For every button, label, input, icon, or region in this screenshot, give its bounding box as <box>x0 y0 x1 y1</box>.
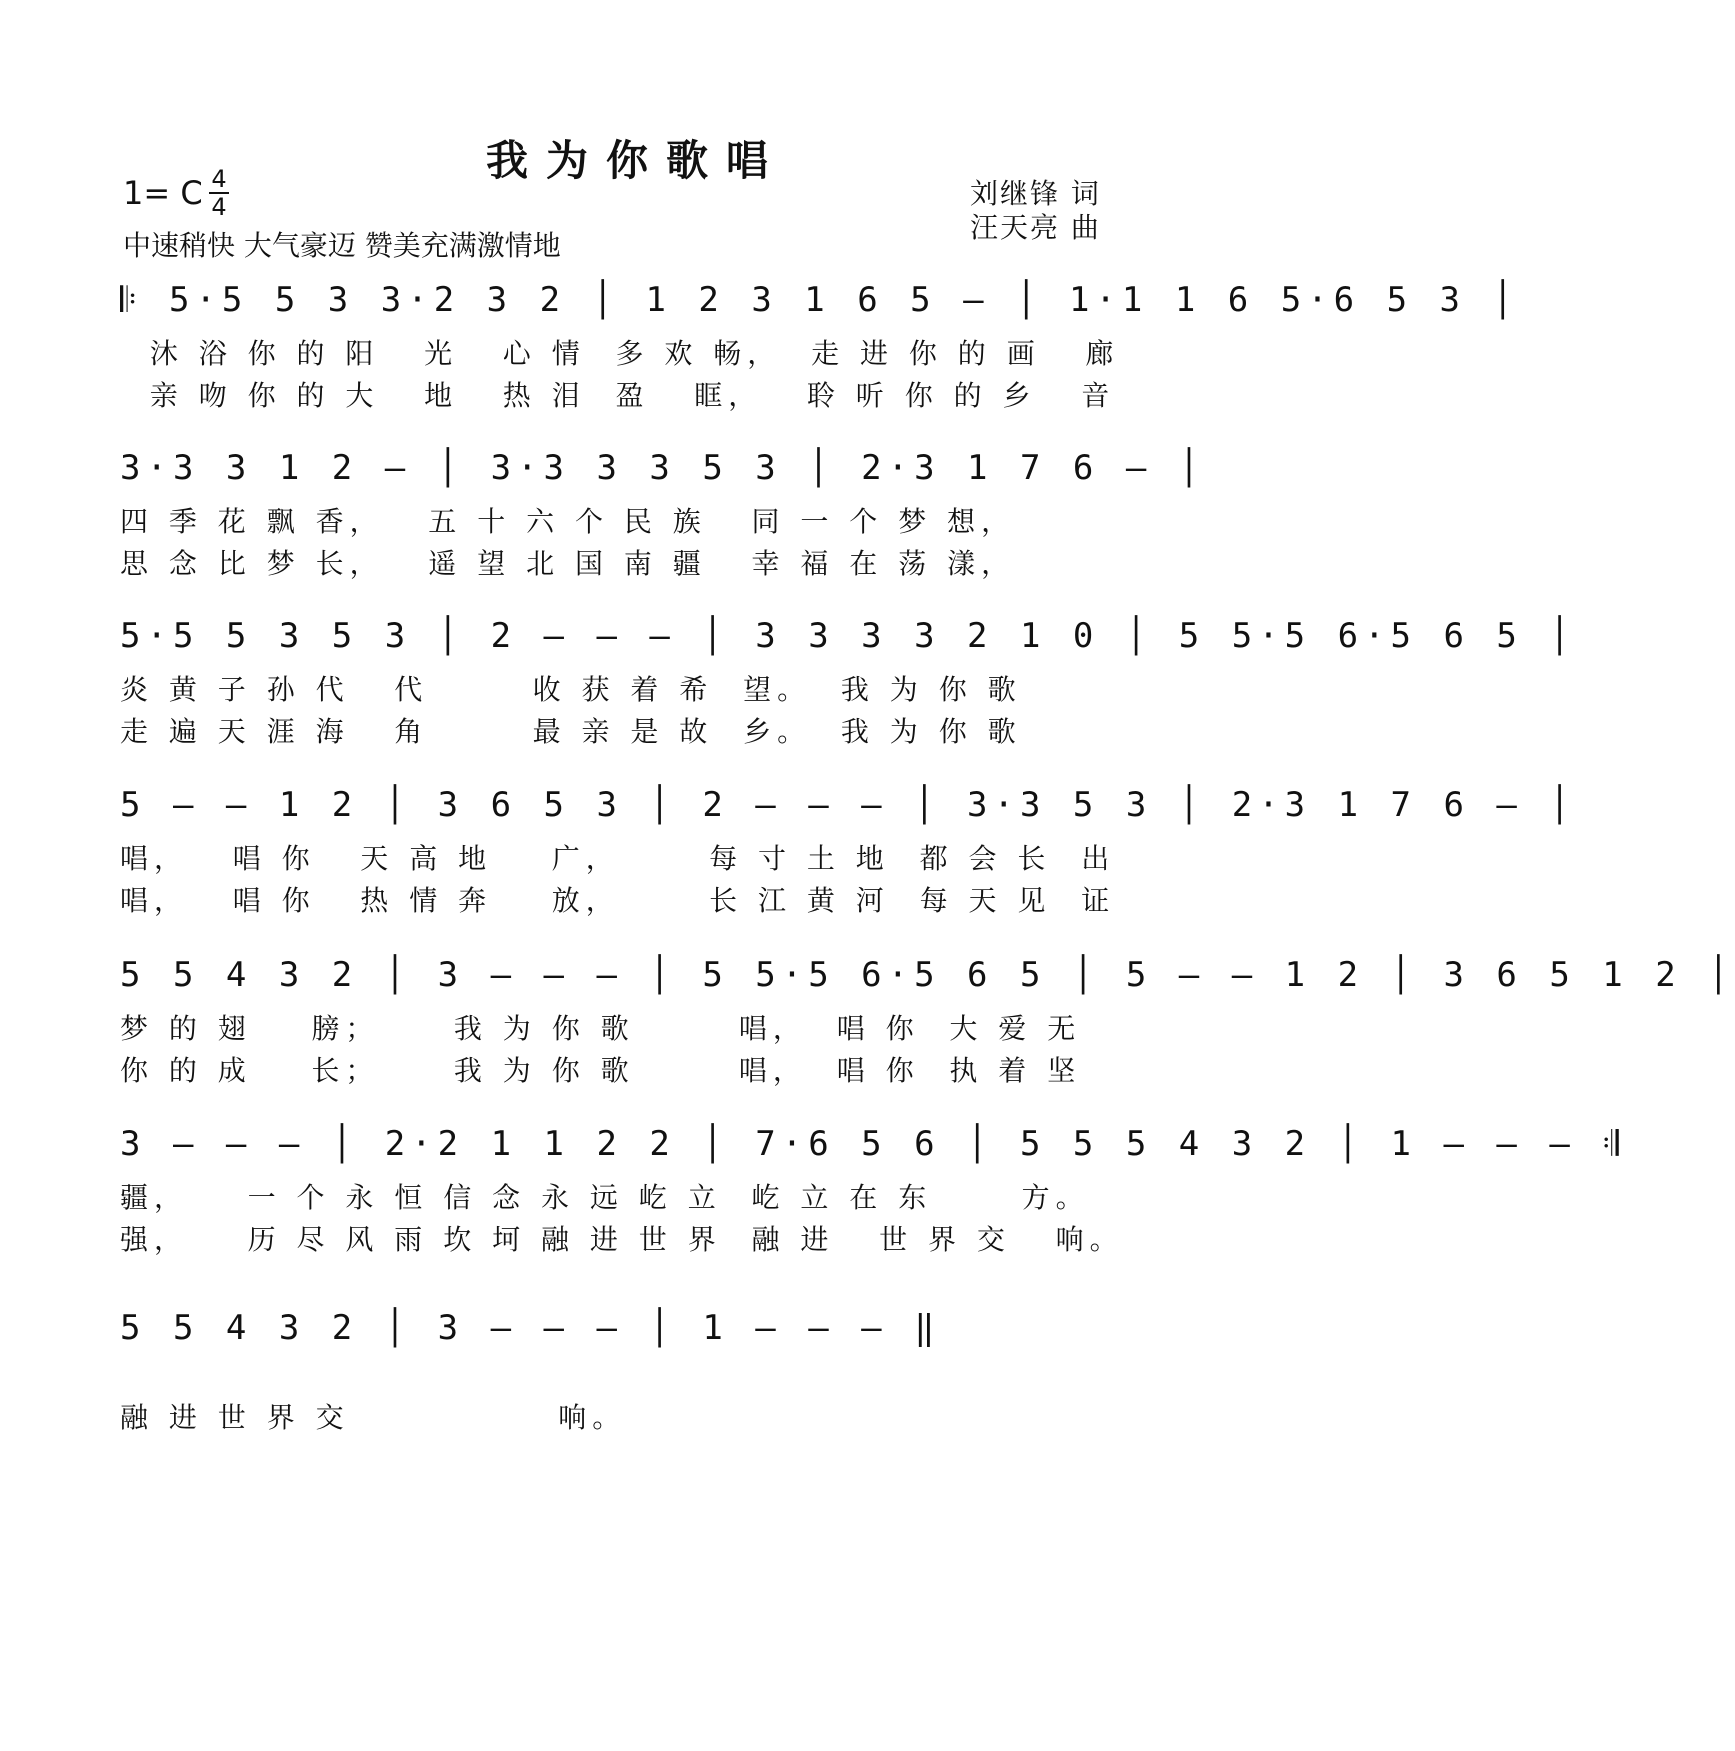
lyrics-verse-2: 唱， 唱 你 热 情 奔 放， 长 江 黄 河 每 天 见 证 <box>120 884 1116 917</box>
lyrics-verse-1: 梦 的 翅 膀； 我 为 你 歌 唱， 唱 你 大 爱 无 <box>120 1012 1082 1045</box>
score-system-2 <box>120 448 1206 588</box>
composer-credit: 汪天亮 曲 <box>970 211 1101 244</box>
time-signature-top: 4 <box>211 165 227 193</box>
lyrics-verse-2: 亲 吻 你 的 大 地 热 泪 盈 眶， 聆 听 你 的 乡 音 <box>120 379 1116 412</box>
score-system-3 <box>120 616 1576 756</box>
lyrics-verse-1: 唱， 唱 你 天 高 地 广， 每 寸 土 地 都 会 长 出 <box>120 842 1116 875</box>
score-system-5 <box>120 955 1735 1095</box>
lyrics-verse-1: 沐 浴 你 的 阳 光 心 情 多 欢 畅， 走 进 你 的 画 廊 <box>120 337 1120 370</box>
score-system-6 <box>120 1124 1625 1264</box>
lyrics-verse-1: 四 季 花 飘 香， 五 十 六 个 民 族 同 一 个 梦 想， <box>120 505 1016 538</box>
lyricist-credit: 刘继锋 词 <box>970 177 1101 210</box>
lyrics-verse-1: 炎 黄 子 孙 代 代 收 获 着 希 望。 我 为 你 歌 <box>120 673 1022 706</box>
score-system-1 <box>120 280 1519 420</box>
lyrics-verse-2: 思 念 比 梦 长， 遥 望 北 国 南 疆 幸 福 在 荡 漾， <box>120 547 1016 580</box>
notes-line: 𝄆 5·5 5 3 3·2 3 2 │ 1 2 3 1 6 5 – │ 1·1 1 6 5·6 5 3 │ <box>120 280 1519 320</box>
score-system-7 <box>120 1308 1120 1448</box>
notes-line: 3 – – – │ 2·2 1 1 2 2 │ 7·6 5 6 │ 5 5 5 4 3 2 │ 1 – – – 𝄇 <box>120 1124 1625 1164</box>
notes-line: 5 – – 1 2 │ 3 6 5 3 │ 2 – – – │ 3·3 5 3 │ 2·3 1 7 6 – │ <box>120 785 1576 825</box>
notes-line: 5·5 5 3 5 3 │ 2 – – – │ 3 3 3 3 2 1 0 │ 5 5·5 6·5 6 5 │ <box>120 616 1576 656</box>
lyrics-verse-1: 融 进 世 界 交 响。 <box>120 1401 627 1434</box>
key-signature: 1= C <box>123 174 203 212</box>
time-signature-bottom: 4 <box>211 193 227 221</box>
song-title: 我为你歌唱 <box>485 136 786 185</box>
notes-line: 3·3 3 1 2 – │ 3·3 3 3 5 3 │ 2·3 1 7 6 – │ <box>120 448 1206 488</box>
lyrics-verse-2: 强， 历 尽 风 雨 坎 坷 融 进 世 界 融 进 世 界 交 响。 <box>120 1223 1124 1256</box>
time-signature <box>207 166 231 220</box>
notes-line: 5 5 4 3 2 │ 3 – – – │ 1 – – – ‖ <box>120 1308 941 1348</box>
lyrics-verse-2: 你 的 成 长； 我 为 你 歌 唱， 唱 你 执 着 坚 <box>120 1054 1082 1087</box>
lyrics-verse-2: 走 遍 天 涯 海 角 最 亲 是 故 乡。 我 为 你 歌 <box>120 715 1022 748</box>
tempo-marking: 中速稍快 大气豪迈 赞美充满激情地 <box>123 229 561 262</box>
lyrics-verse-1: 疆， 一 个 永 恒 信 念 永 远 屹 立 屹 立 在 东 方。 <box>120 1181 1090 1214</box>
score-system-4 <box>120 785 1576 925</box>
notes-line: 5 5 4 3 2 │ 3 – – – │ 5 5·5 6·5 6 5 │ 5 – – 1 2 │ 3 6 5 1 2 │ <box>120 955 1735 995</box>
